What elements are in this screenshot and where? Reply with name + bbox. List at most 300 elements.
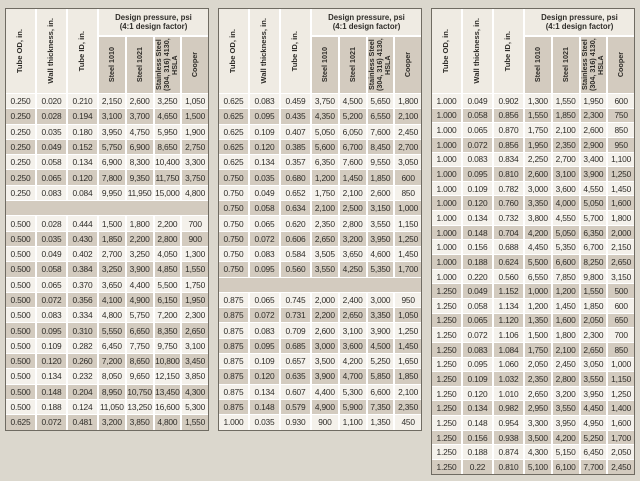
table-cell: 1.250 (432, 460, 461, 474)
table-cell: 0.810 (494, 167, 523, 181)
table-cell: 0.607 (281, 385, 310, 399)
table-cell: 2,300 (182, 308, 208, 322)
table-row (432, 211, 634, 225)
table-row (6, 415, 208, 429)
table-row (219, 170, 421, 184)
table-cell: 0.430 (68, 232, 97, 246)
table-cell: 9,650 (127, 369, 153, 383)
table-cell: 5,650 (368, 94, 394, 108)
table-cell: 7,800 (99, 170, 125, 184)
table-cell: 0.856 (494, 109, 523, 123)
table-cell: 3,350 (368, 308, 394, 322)
table-cell: 0.148 (463, 416, 492, 430)
header-tube-od: Tube OD, in. (432, 9, 461, 93)
table-cell: 0.709 (281, 323, 310, 337)
table-cell: 4,450 (581, 401, 607, 415)
table-row (219, 140, 421, 154)
table-cell: 0.875 (219, 400, 248, 414)
table-cell: 0.875 (219, 339, 248, 353)
table-cell: 1.250 (432, 358, 461, 372)
table-cell: 0.095 (463, 358, 492, 372)
table-cell: 0.334 (68, 308, 97, 322)
table-cell: 3,200 (340, 232, 366, 246)
table-cell: 1,850 (553, 109, 579, 123)
table-row (6, 247, 208, 261)
table-cell: 3,350 (525, 196, 551, 210)
table-cell: 0.500 (6, 293, 35, 307)
table-cell: 2,150 (608, 240, 634, 254)
table-cell: 2,100 (395, 109, 421, 123)
table-cell: 0.402 (68, 247, 97, 261)
table-cell: 1,550 (581, 284, 607, 298)
table-cell: 2,350 (553, 138, 579, 152)
table-row (219, 262, 421, 276)
table-cell: 0.210 (68, 94, 97, 108)
table-cell: 1.000 (432, 182, 461, 196)
table-cell: 15,000 (155, 186, 181, 200)
table-cell: 4,100 (99, 293, 125, 307)
table-cell: 0.083 (37, 308, 66, 322)
table-row (432, 387, 634, 401)
table-cell: 4,500 (368, 339, 394, 353)
table-cell: 0.810 (494, 460, 523, 474)
header-cooper: Cooper (395, 37, 421, 93)
table-cell: 1,050 (395, 308, 421, 322)
table-cell: 0.065 (250, 293, 279, 307)
table-cell: 6,350 (581, 226, 607, 240)
table-cell: 1,250 (395, 232, 421, 246)
header-cooper: Cooper (608, 37, 634, 93)
table-cell: 4,350 (312, 109, 338, 123)
table-cell: 0.680 (281, 170, 310, 184)
table-cell: 1,800 (553, 328, 579, 342)
table-cell: 1,250 (608, 167, 634, 181)
table-cell: 1,550 (553, 94, 579, 108)
table-cell: 3,950 (581, 387, 607, 401)
table-cell: 0.750 (219, 201, 248, 215)
table-cell: 0.874 (494, 445, 523, 459)
table-cell: 3,300 (525, 416, 551, 430)
table-cell: 0.481 (68, 415, 97, 429)
table-cell: 8,950 (99, 385, 125, 399)
table-row (432, 299, 634, 313)
table-cell: 0.049 (463, 284, 492, 298)
table-cell: 2,800 (553, 372, 579, 386)
table-row (432, 123, 634, 137)
table-row (432, 226, 634, 240)
table-cell: 1.250 (432, 372, 461, 386)
table-cell: 6,550 (525, 270, 551, 284)
table-cell: 2,300 (581, 109, 607, 123)
table-cell: 1.250 (432, 343, 461, 357)
table-row (432, 445, 634, 459)
table-cell: 3,750 (182, 170, 208, 184)
table-cell: 6,550 (368, 109, 394, 123)
table-cell: 2,450 (553, 358, 579, 372)
table-cell: 1,200 (525, 299, 551, 313)
table-cell: 0.606 (281, 232, 310, 246)
header-tube-id: Tube ID, in. (281, 9, 310, 93)
table-cell: 11,750 (155, 170, 181, 184)
group-separator-row (6, 201, 208, 215)
table-row (432, 372, 634, 386)
table-cell: 1,700 (395, 262, 421, 276)
header-design-pressure-group (525, 9, 634, 93)
table-cell: 1.000 (432, 109, 461, 123)
table-cell: 0.084 (68, 186, 97, 200)
table-cell: 0.982 (494, 401, 523, 415)
table-cell: 1.250 (432, 445, 461, 459)
table-cell: 2,600 (312, 323, 338, 337)
table-row (6, 293, 208, 307)
table-cell: 5,950 (155, 125, 181, 139)
table-cell: 0.459 (281, 94, 310, 108)
header-wall-thickness: Wall thickness, in. (463, 9, 492, 93)
table-cell: 4,550 (581, 182, 607, 196)
table-cell: 0.938 (494, 431, 523, 445)
table-cell: 3,100 (99, 109, 125, 123)
table-cell: 0.095 (37, 323, 66, 337)
table-cell: 9,550 (368, 155, 394, 169)
table-cell: 1.152 (494, 284, 523, 298)
table-cell: 0.188 (37, 400, 66, 414)
table-cell: 0.625 (6, 415, 35, 429)
table-cell: 3,400 (581, 153, 607, 167)
table-row (6, 385, 208, 399)
table-cell: 0.250 (6, 94, 35, 108)
header-steel-1021: Steel 1021 (340, 37, 366, 93)
group-separator-row (219, 278, 421, 292)
table-cell: 2,950 (525, 401, 551, 415)
table-cell: 2,150 (99, 94, 125, 108)
table-cell: 850 (395, 186, 421, 200)
table-cell: 0.072 (37, 415, 66, 429)
table-cell: 1,950 (182, 293, 208, 307)
table-cell: 2,700 (553, 153, 579, 167)
table-cell: 0.095 (250, 109, 279, 123)
table-cell: 1.250 (432, 314, 461, 328)
table-cell: 0.407 (281, 125, 310, 139)
table-cell: 500 (608, 284, 634, 298)
table-cell: 1.250 (432, 299, 461, 313)
table-cell: 0.156 (463, 240, 492, 254)
header-steel-1021: Steel 1021 (127, 37, 153, 93)
table-row (219, 247, 421, 261)
table-cell: 5,050 (312, 125, 338, 139)
table-row (6, 140, 208, 154)
table-cell: 0.657 (281, 354, 310, 368)
table-cell: 0.370 (68, 278, 97, 292)
table-cell: 0.500 (6, 323, 35, 337)
header-stainless-steel: Stainless Steel (304, 316) 4130, HSLA (580, 38, 606, 92)
table-cell: 0.385 (281, 140, 310, 154)
table-cell: 0.875 (219, 293, 248, 307)
table-row (432, 343, 634, 357)
pressure-table-2 (218, 8, 422, 431)
table-cell: 0.120 (68, 170, 97, 184)
table-cell: 1.000 (432, 94, 461, 108)
table-row (219, 323, 421, 337)
table-row (432, 358, 634, 372)
table-row (219, 308, 421, 322)
table-cell: 0.750 (219, 186, 248, 200)
table-cell: 13,450 (155, 385, 181, 399)
table-cell: 0.083 (250, 94, 279, 108)
table-cell: 0.500 (6, 278, 35, 292)
table-cell: 0.049 (37, 140, 66, 154)
table-cell: 0.750 (219, 262, 248, 276)
table-cell: 0.095 (250, 339, 279, 353)
design-pressure-title: Design pressure, psi (4:1 design factor) (312, 9, 421, 35)
table-cell: 2,800 (155, 232, 181, 246)
table-cell: 0.180 (68, 125, 97, 139)
table-cell: 0.624 (494, 255, 523, 269)
table-row (6, 354, 208, 368)
table-cell: 3,150 (368, 201, 394, 215)
table-cell: 4,050 (155, 247, 181, 261)
table-cell: 0.120 (463, 387, 492, 401)
table-cell: 0.625 (219, 125, 248, 139)
table-cell: 0.148 (37, 385, 66, 399)
table-cell: 1.000 (432, 226, 461, 240)
table-cell: 5,300 (340, 385, 366, 399)
table-cell: 0.058 (463, 109, 492, 123)
table-cell: 0.120 (250, 140, 279, 154)
table-cell: 0.083 (250, 247, 279, 261)
table-cell: 8,450 (368, 140, 394, 154)
table-cell: 4,850 (155, 262, 181, 276)
table-cell: 3,250 (99, 262, 125, 276)
table-row (6, 278, 208, 292)
table-cell: 2,050 (608, 445, 634, 459)
table-row (219, 293, 421, 307)
table-cell: 4,950 (581, 416, 607, 430)
table-row (432, 196, 634, 210)
table-cell: 1.000 (432, 153, 461, 167)
table-cell: 2,600 (525, 167, 551, 181)
table-cell: 2,650 (312, 232, 338, 246)
table-cell: 2,200 (127, 232, 153, 246)
table-cell: 4,200 (340, 354, 366, 368)
table-cell: 1.032 (494, 372, 523, 386)
table-cell: 0.049 (250, 186, 279, 200)
table-cell: 0.634 (281, 201, 310, 215)
table-cell: 1.134 (494, 299, 523, 313)
table-cell: 0.134 (250, 155, 279, 169)
table-cell: 0.083 (250, 323, 279, 337)
table-cell: 0.500 (6, 216, 35, 230)
table-row (432, 240, 634, 254)
header-wall-thickness: Wall thickness, in. (250, 9, 279, 93)
table-cell: 2,000 (312, 293, 338, 307)
table-cell: 1,850 (99, 232, 125, 246)
table-cell: 2,700 (395, 140, 421, 154)
table-cell: 2,650 (581, 343, 607, 357)
table-row (432, 460, 634, 474)
table-cell: 2,350 (312, 216, 338, 230)
table-cell: 3,100 (182, 339, 208, 353)
design-pressure-title: Design pressure, psi (4:1 design factor) (525, 9, 634, 35)
table-cell: 2,900 (581, 138, 607, 152)
table-cell: 2,000 (608, 226, 634, 240)
table-cell: 1,350 (525, 314, 551, 328)
table-cell: 0.152 (68, 140, 97, 154)
header-steel-1010: Steel 1010 (99, 37, 125, 93)
table-cell: 4,200 (525, 226, 551, 240)
table-cell: 1.250 (432, 387, 461, 401)
table-cell: 5,050 (553, 226, 579, 240)
table-cell: 1,200 (553, 284, 579, 298)
table-row (219, 415, 421, 429)
table-cell: 3,600 (553, 182, 579, 196)
table-cell: 2,300 (581, 328, 607, 342)
table-cell: 900 (182, 232, 208, 246)
table-cell: 3,000 (525, 182, 551, 196)
table-cell: 1.250 (432, 431, 461, 445)
table-cell: 5,700 (581, 211, 607, 225)
table-cell: 0.282 (68, 339, 97, 353)
table-cell: 3,000 (368, 293, 394, 307)
table-cell: 4,200 (553, 431, 579, 445)
table-cell: 2,600 (581, 123, 607, 137)
header-design-pressure-group (99, 9, 208, 93)
table-cell: 2,800 (340, 216, 366, 230)
table-cell: 1.000 (432, 196, 461, 210)
table-cell: 1,550 (182, 262, 208, 276)
table-cell: 0.954 (494, 416, 523, 430)
table-cell: 3,050 (581, 358, 607, 372)
table-cell: 0.065 (250, 216, 279, 230)
table-cell: 4,650 (155, 109, 181, 123)
table-cell: 3,850 (182, 369, 208, 383)
table-cell: 0.444 (68, 216, 97, 230)
table-cell: 3,100 (340, 323, 366, 337)
table-cell: 3,550 (368, 216, 394, 230)
table-cell: 0.500 (6, 308, 35, 322)
table-cell: 2,100 (340, 186, 366, 200)
table-cell: 8,250 (581, 255, 607, 269)
table-cell: 1,150 (608, 372, 634, 386)
table-cell: 4,800 (182, 186, 208, 200)
table-cell: 1.250 (432, 416, 461, 430)
table-row (432, 431, 634, 445)
table-cell: 2,750 (182, 140, 208, 154)
table-row (6, 186, 208, 200)
table-cell: 5,600 (312, 140, 338, 154)
table-cell: 6,900 (127, 140, 153, 154)
table-cell: 3,900 (581, 167, 607, 181)
table-cell: 0.500 (6, 262, 35, 276)
pressure-table-3 (431, 8, 635, 475)
table-cell: 3,950 (368, 232, 394, 246)
table-cell: 1,450 (553, 299, 579, 313)
table-cell: 0.750 (219, 232, 248, 246)
table-cell: 0.260 (68, 354, 97, 368)
table-cell: 3,600 (340, 339, 366, 353)
table-cell: 8,050 (99, 369, 125, 383)
table-cell: 5,300 (182, 400, 208, 414)
table-cell: 3,500 (525, 431, 551, 445)
table-cell: 1,750 (182, 278, 208, 292)
table-cell: 5,150 (553, 445, 579, 459)
table-cell: 7,600 (368, 125, 394, 139)
table-cell: 0.035 (250, 415, 279, 429)
table-cell: 0.625 (219, 155, 248, 169)
table-cell: 6,900 (99, 155, 125, 169)
table-cell: 9,750 (155, 339, 181, 353)
table-row (432, 138, 634, 152)
table-cell: 0.134 (37, 369, 66, 383)
table-cell: 0.035 (250, 170, 279, 184)
table-cell: 0.500 (6, 354, 35, 368)
table-cell: 5,050 (581, 196, 607, 210)
table-cell: 3,650 (340, 247, 366, 261)
table-cell: 3,950 (553, 416, 579, 430)
design-pressure-title: Design pressure, psi (4:1 design factor) (99, 9, 208, 35)
table-row (219, 339, 421, 353)
table-cell: 1.000 (432, 240, 461, 254)
table-cell: 2,100 (312, 201, 338, 215)
table-cell: 8,650 (127, 354, 153, 368)
table-cell: 0.500 (6, 232, 35, 246)
table-cell: 0.220 (463, 270, 492, 284)
table-cell: 1.010 (494, 387, 523, 401)
table-cell: 1,600 (608, 416, 634, 430)
table-cell: 6,700 (581, 240, 607, 254)
table-cell: 1.250 (432, 284, 461, 298)
table-cell: 1,850 (581, 299, 607, 313)
table-cell: 600 (395, 170, 421, 184)
table-row (6, 308, 208, 322)
table-cell: 5,250 (581, 431, 607, 445)
table-cell: 1,750 (525, 343, 551, 357)
table-row (432, 401, 634, 415)
table-cell: 4,900 (312, 400, 338, 414)
table-cell: 1,700 (608, 431, 634, 445)
table-cell: 5,100 (525, 460, 551, 474)
table-cell: 0.250 (6, 125, 35, 139)
table-cell: 0.584 (281, 247, 310, 261)
table-cell: 1.120 (494, 314, 523, 328)
table-row (6, 323, 208, 337)
table-row (432, 328, 634, 342)
table-cell: 3,850 (127, 415, 153, 429)
table-cell: 0.250 (6, 170, 35, 184)
table-cell: 7,850 (553, 270, 579, 284)
table-cell: 6,050 (340, 125, 366, 139)
table-cell: 3,200 (99, 415, 125, 429)
table-cell: 10,400 (155, 155, 181, 169)
table-cell: 0.500 (6, 247, 35, 261)
table-cell: 9,950 (99, 186, 125, 200)
table-cell: 1.250 (432, 328, 461, 342)
table-cell: 0.065 (37, 278, 66, 292)
table-cell: 5,500 (155, 278, 181, 292)
table-cell: 3,550 (581, 372, 607, 386)
table-cell: 0.120 (250, 369, 279, 383)
table-cell: 0.356 (68, 293, 97, 307)
table-cell: 5,850 (368, 369, 394, 383)
table-cell: 4,400 (127, 278, 153, 292)
table-cell: 0.384 (68, 262, 97, 276)
table-cell: 7,350 (368, 400, 394, 414)
table-cell: 0.156 (463, 431, 492, 445)
table-cell: 1,500 (182, 109, 208, 123)
table-cell: 0.870 (494, 123, 523, 137)
table-row (6, 262, 208, 276)
table-cell: 0.072 (250, 232, 279, 246)
table-cell: 3,050 (395, 155, 421, 169)
